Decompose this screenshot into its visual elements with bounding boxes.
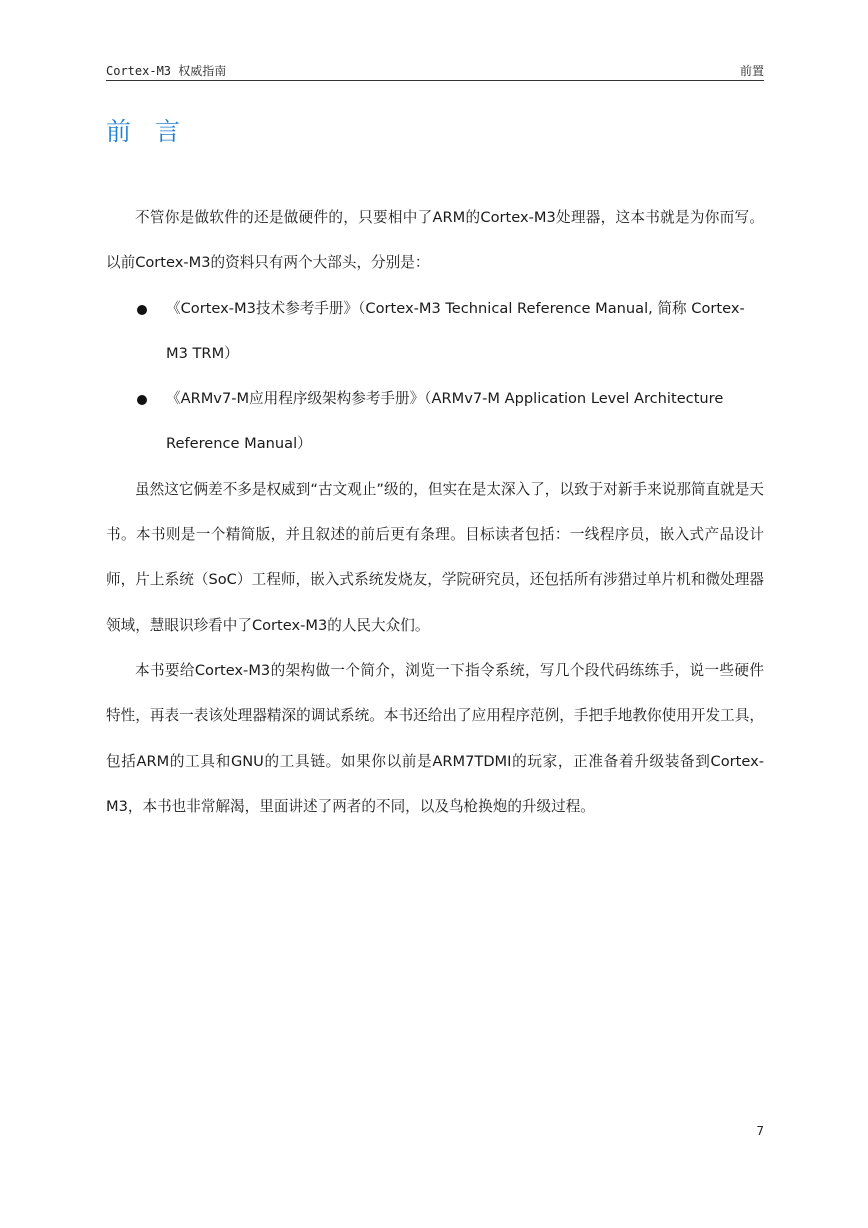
paragraph-intro: 不管你是做软件的还是做硬件的，只要相中了ARM的Cortex-M3处理器，这本书就是为你而写。以前Cortex-M3的资料只有两个大部头，分别是： xyxy=(106,209,764,272)
list-item-text: 《Cortex-M3技术参考手册》（Cortex-M3 Technical Reference Manual, 简称 Cortex-M3 TRM） xyxy=(166,299,745,362)
paragraph-content: 本书要给Cortex-M3的架构做一个简介，浏览一下指令系统，写几个段代码练练手，说一些硬件特性，再表一表该处理器精深的调试系统。本书还给出了应用程序范例，手把手地教你使用开发工具，包括ARM的工具和GNU的工具链。如果你以前是ARM7TDMI的玩家，正准备着升级装备到Cortex-M3，本书也非常解渴，里面讲述了两者的不同，以及鸟枪换炮的升级过程。 xyxy=(106,661,764,815)
page-header xyxy=(106,58,764,81)
list-item-text: 《ARMv7-M应用程序级架构参考手册》（ARMv7-M Application Level Architecture Reference Manual） xyxy=(166,390,724,453)
header-book-title: Cortex-M3 权威指南 xyxy=(106,64,227,78)
list-item xyxy=(106,376,764,467)
paragraph-audience: 虽然这它俩差不多是权威到“古文观止”级的，但实在是太深入了，以致于对新手来说那简直就是天书。本书则是一个精简版，并且叙述的前后更有条理。目标读者包括：一线程序员，嵌入式产品设计师，片上系统（SoC）工程师，嵌入式系统发烧友，学院研究员，还包括所有涉猎过单片机和微处理器领域，慧眼识珍看中了Cortex-M3的人民大众们。 xyxy=(106,480,764,634)
page-title: 前 言 xyxy=(106,117,188,146)
header-section-name: 前置 xyxy=(739,64,764,78)
body-content xyxy=(106,195,764,829)
bullet-icon xyxy=(137,305,147,315)
page-number: 7 xyxy=(756,1124,764,1138)
list-item xyxy=(106,286,764,377)
bullet-icon xyxy=(137,395,147,405)
reference-list xyxy=(106,286,764,467)
